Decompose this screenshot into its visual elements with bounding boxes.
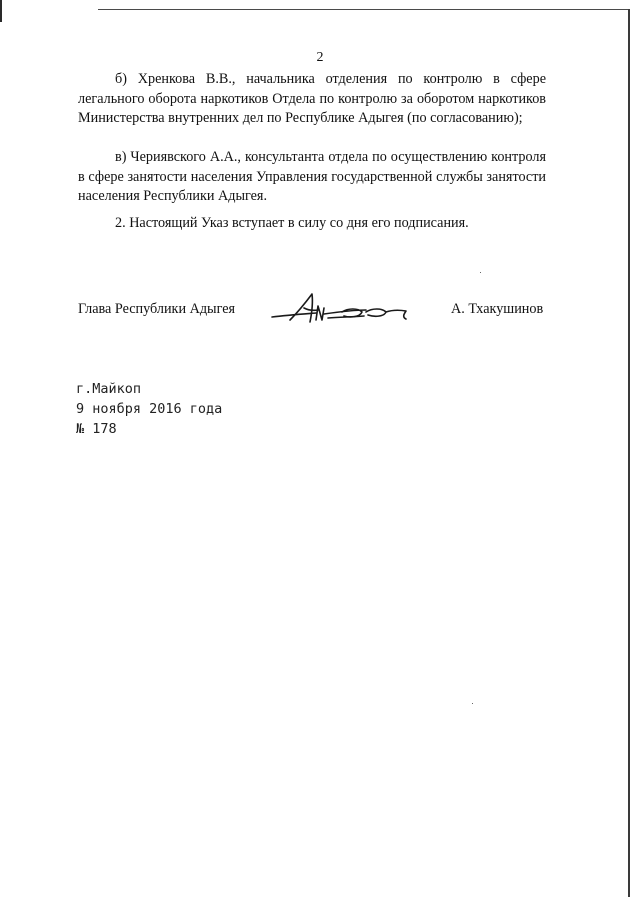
- signatory-name: А. Тхакушинов: [451, 301, 544, 317]
- signatory-title: Глава Республики Адыгея: [78, 301, 236, 317]
- footer-number: № 178: [76, 421, 117, 437]
- paragraph-c: в) Чериявского А.А., консультанта отдела по осуществлению контроля в сфере занятости населения Управления государственной службы занятости населения Республики Адыгея.: [78, 149, 546, 204]
- page-number: 2: [316, 50, 324, 65]
- scan-speck: [472, 703, 473, 704]
- paragraph-item-2: 2. Настоящий Указ вступает в силу со дня его подписания.: [115, 215, 469, 231]
- scan-top-border: [98, 9, 628, 10]
- scan-speck: [480, 272, 481, 273]
- footer-city: г.Майкоп: [76, 381, 142, 397]
- document-footer: [76, 379, 222, 439]
- paragraph-b: б) Хренкова В.В., начальника отделения по контролю в сфере легального оборота наркотиков Отдела по контролю за оборотом наркотиков Министерства внутренних дел по Республике Адыгея (по согласованию);: [78, 71, 546, 126]
- scan-edge-mark: [0, 0, 2, 22]
- scan-right-border: [628, 9, 630, 897]
- footer-date: 9 ноября 2016 года: [76, 401, 223, 417]
- handwritten-signature: [268, 290, 418, 330]
